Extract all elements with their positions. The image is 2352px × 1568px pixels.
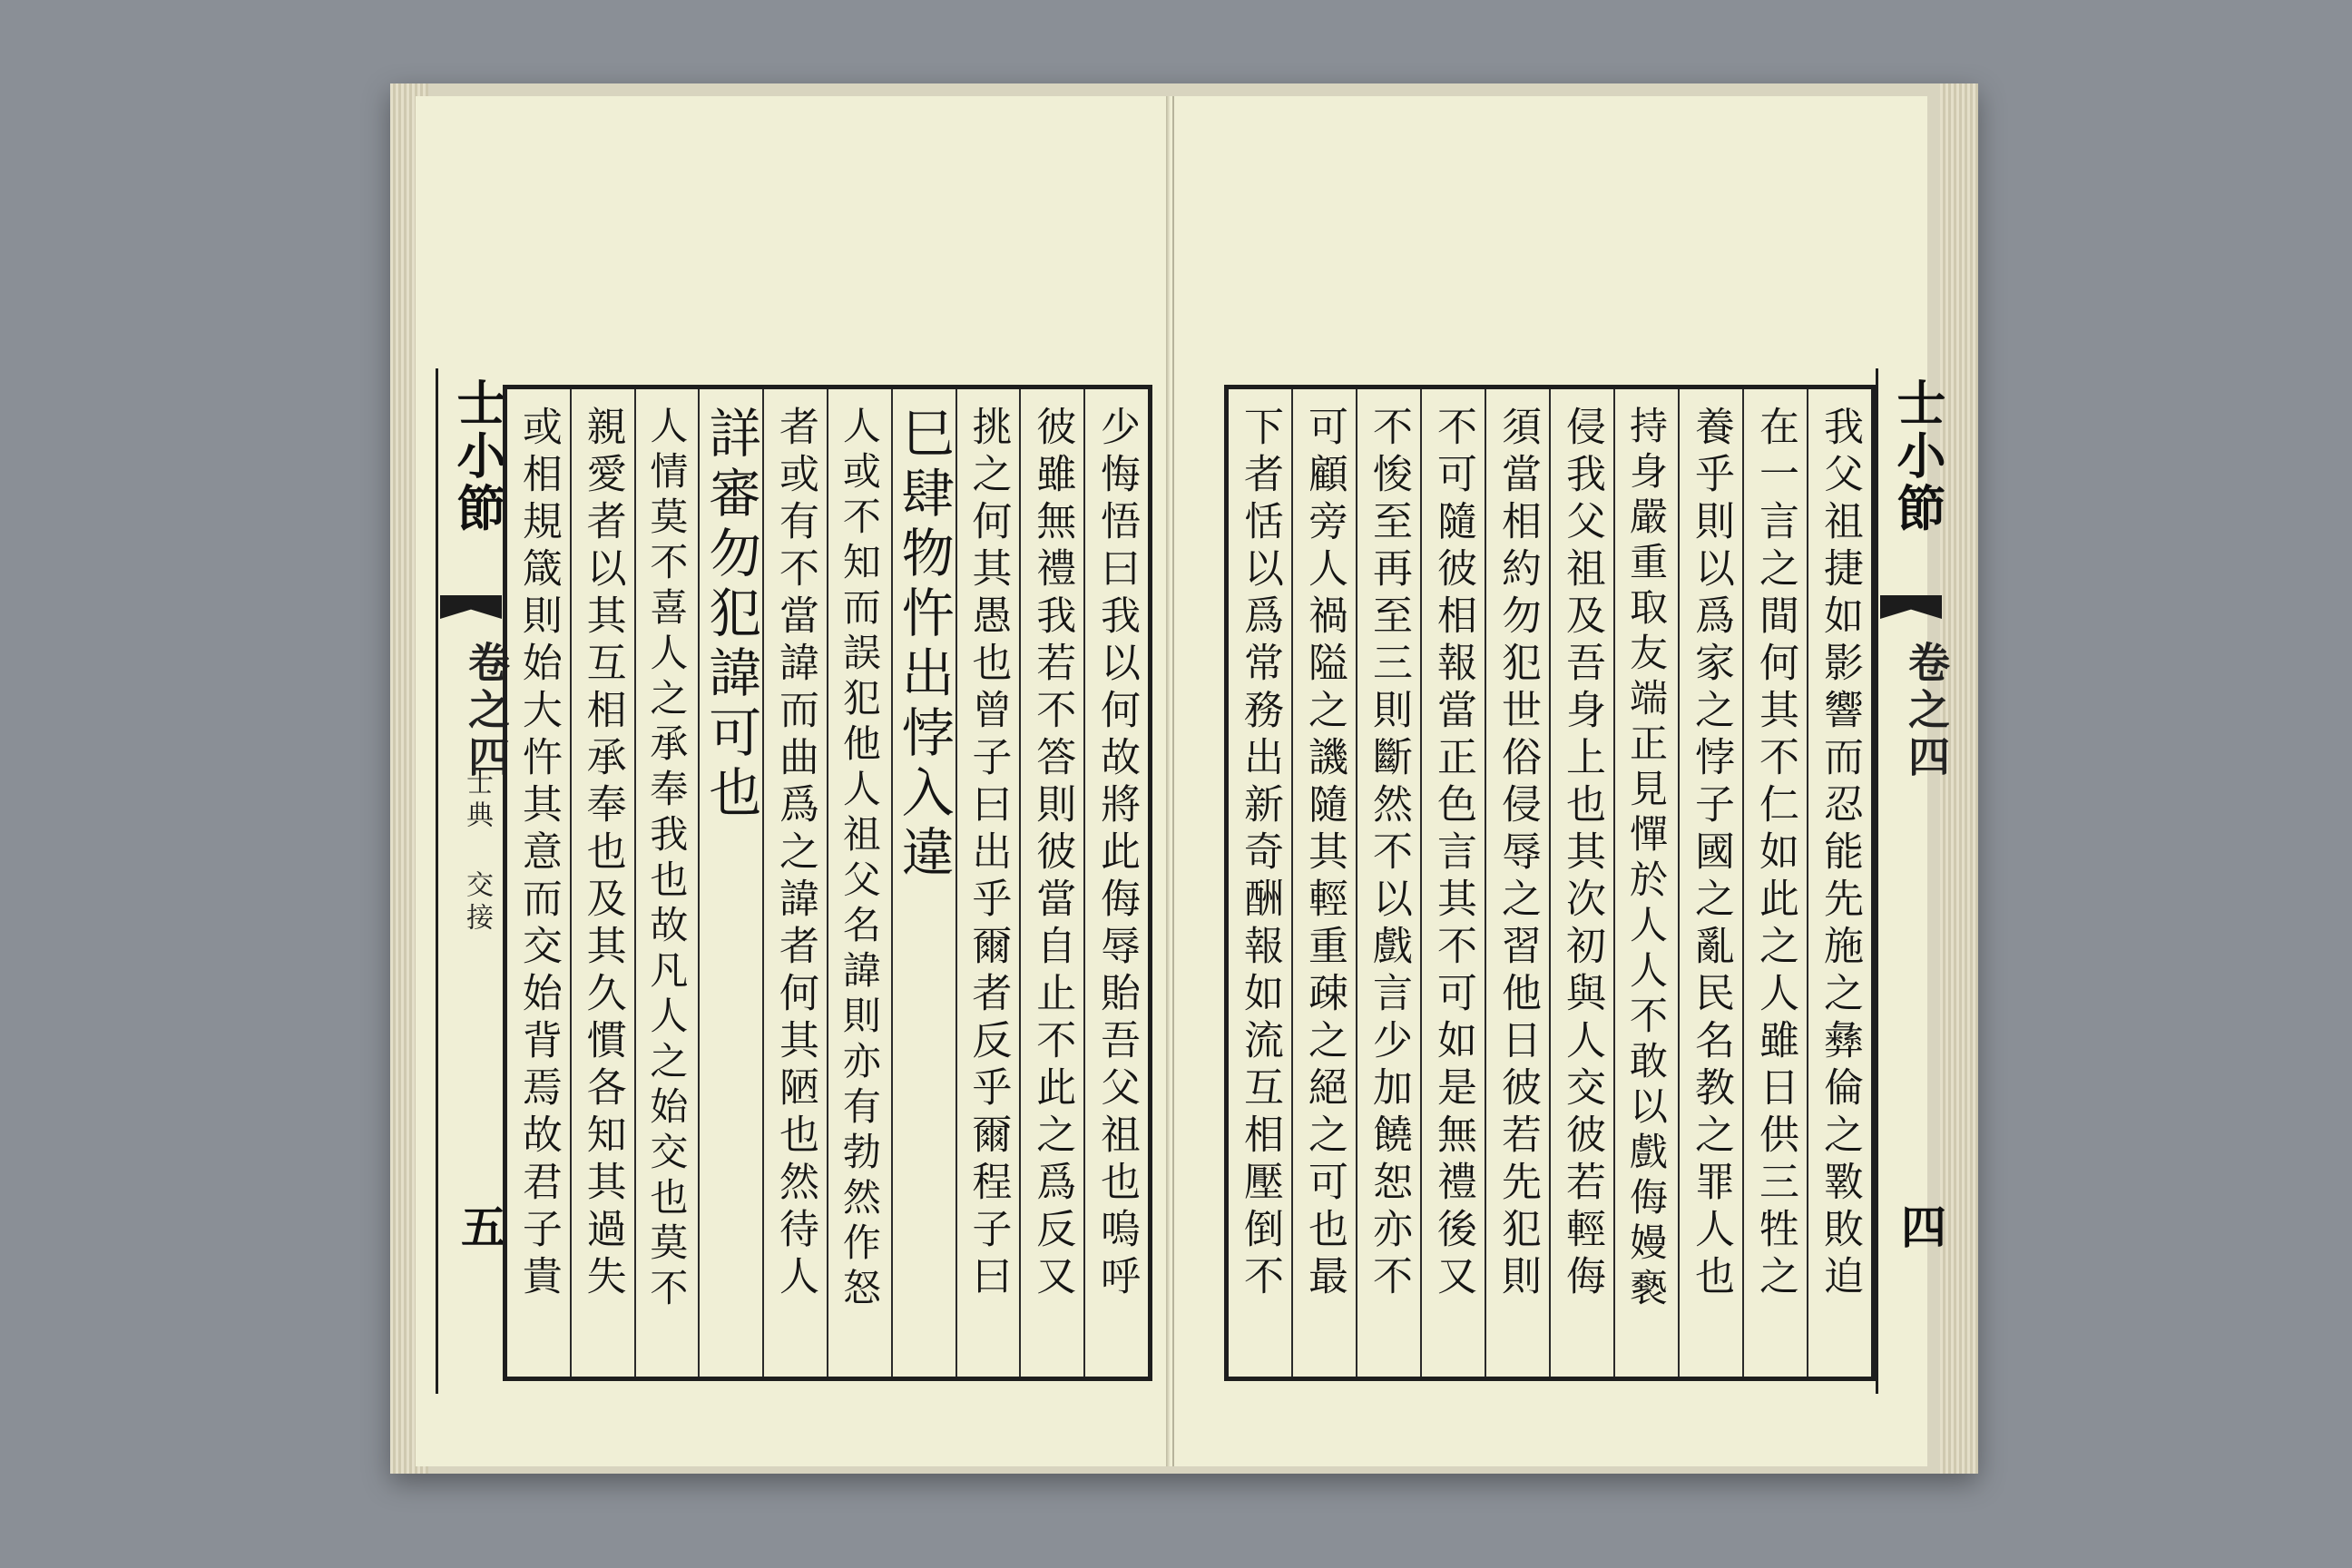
text-column: 不悛至再至三則斷然不以戲言少加饒恕亦不 [1356,389,1420,1377]
text-column: 者或有不當諱而曲爲之諱者何其陋也然待人 [762,389,827,1377]
right-page-banner [1876,368,1951,1394]
text-columns [507,389,1148,1377]
text-column: 我父祖捷如影響而忍能先施之彝倫之斁敗迫 [1807,389,1871,1377]
fish-tail-mark [440,595,502,619]
text-column: 挑之何其愚也曾子曰出乎爾者反乎爾程子曰 [956,389,1020,1377]
text-column: 巳肆物忤出悖入違 [891,389,956,1377]
text-column: 人情莫不喜人之承奉我也故凡人之始交也莫不 [634,389,699,1377]
text-column: 人或不知而誤犯他人祖父名諱則亦有勃然作怒 [827,389,891,1377]
text-column: 詳審勿犯諱可也 [698,389,762,1377]
text-column: 不可隨彼相報當正色言其不可如是無禮後又 [1420,389,1485,1377]
text-column: 少悔悟曰我以何故將此侮辱貽吾父祖也嗚呼 [1083,389,1148,1377]
fish-tail-mark [1880,595,1942,619]
text-column: 在一言之間何其不仁如此之人雖日供三牲之 [1742,389,1807,1377]
text-frame [503,385,1152,1381]
open-book [390,83,1978,1474]
volume-label: 卷之四 [462,641,511,782]
folio-number: 四 [1894,1203,1947,1249]
text-column: 養乎則以爲家之悖子國之亂民名教之罪人也 [1678,389,1742,1377]
text-column: 侵我父祖及吾身上也其次初與人交彼若輕侮 [1549,389,1613,1377]
text-column: 可顧旁人禍隘之譏隨其輕重疎之絕之可也最 [1291,389,1356,1377]
right-page [1172,96,1951,1466]
left-page-banner [436,368,511,1394]
text-column: 彼雖無禮我若不答則彼當自止不此之爲反又 [1019,389,1083,1377]
text-column: 或相規箴則始大忤其意而交始背焉故君子貴 [514,406,562,1302]
left-page [416,96,1171,1466]
book-title: 士小節 [1889,377,1947,535]
text-frame [1224,385,1876,1381]
folio-number: 五 [454,1203,507,1249]
book-title: 士小節 [449,377,507,535]
text-column: 持身嚴重取友端正見憚於人人不敢以戲侮嫚褻 [1613,389,1678,1377]
text-column: 親愛者以其互相承奉也及其久慣各知其過失 [570,389,634,1377]
text-columns [1229,389,1871,1377]
text-column: 須當相約勿犯世俗侵辱之習他日彼若先犯則 [1485,389,1549,1377]
text-column: 下者恬以爲常務出新奇酬報如流互相壓倒不 [1237,406,1283,1302]
volume-label: 卷之四 [1902,641,1951,782]
section-label: 士典 交接 [461,768,493,936]
